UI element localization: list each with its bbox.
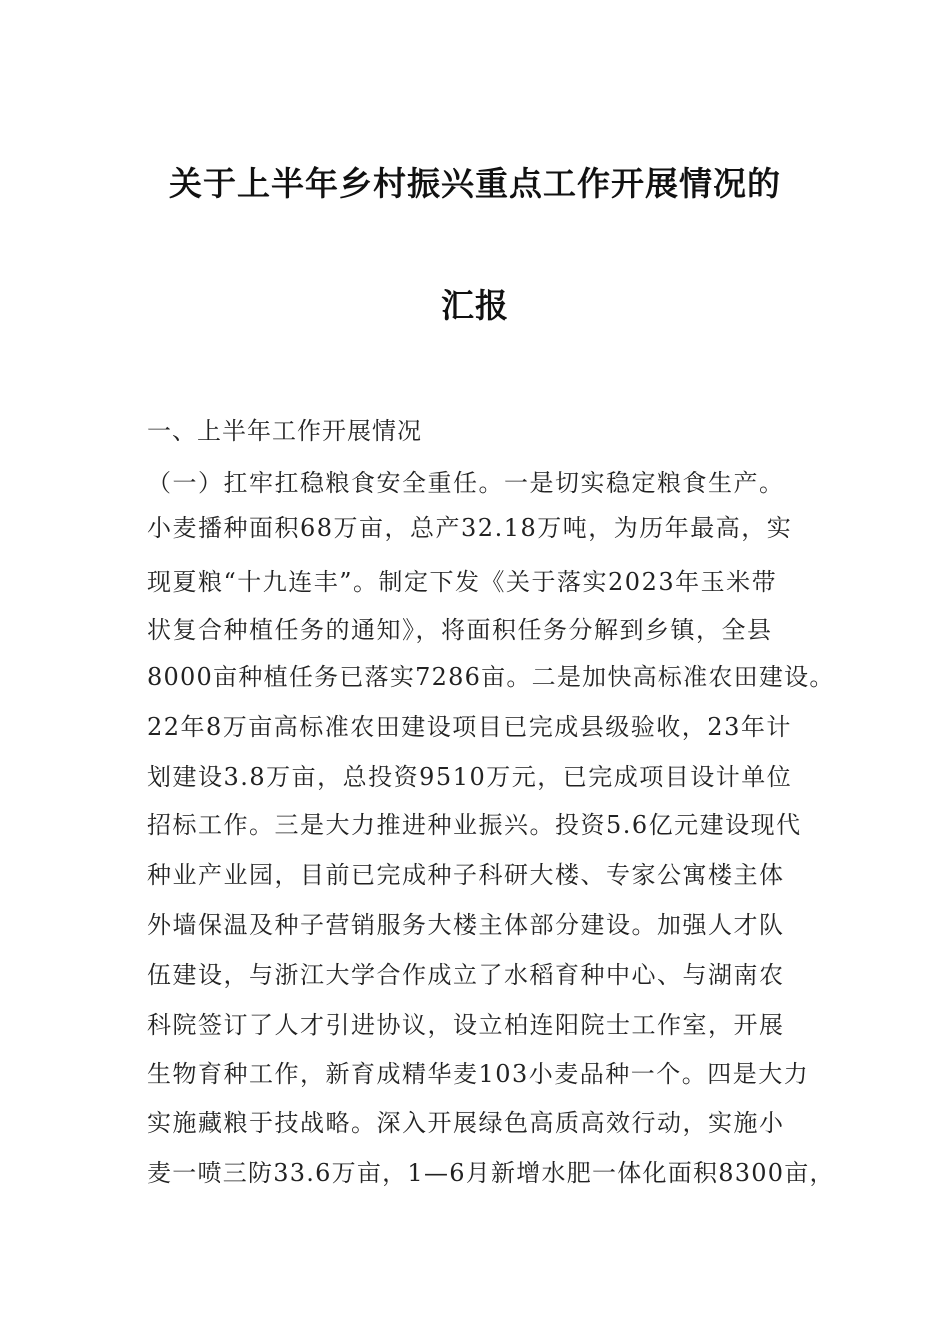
body-line: 22年8万亩高标准农田建设项目已完成县级验收，23年计 (147, 713, 792, 741)
section-heading: 一、上半年工作开展情况 (147, 417, 422, 445)
body-line: 状复合种植任务的通知》，将面积任务分解到乡镇，全县 (147, 616, 773, 644)
body-line: 种业产业园，目前已完成种子科研大楼、专家公寓楼主体 (147, 861, 785, 889)
body-line: 麦一喷三防33.6万亩，1—6月新增水肥一体化面积8300亩， (147, 1159, 835, 1187)
body-line: 外墙保温及种子营销服务大楼主体部分建设。加强人才队 (147, 911, 785, 939)
body-line: 现夏粮“十九连丰”。制定下发《关于落实2023年玉米带 (147, 568, 778, 596)
body-line: 科院签订了人才引进协议，设立柏连阳院士工作室，开展 (147, 1011, 785, 1039)
document-title-line-2: 汇报 (441, 286, 509, 325)
body-line: 小麦播种面积68万亩，总产32.18万吨，为历年最高，实 (147, 514, 793, 542)
body-line: 划建设3.8万亩，总投资9510万元，已完成项目设计单位 (147, 763, 793, 791)
document-title-line-1: 关于上半年乡村振兴重点工作开展情况的 (169, 164, 781, 203)
body-line: 生物育种工作，新育成精华麦103小麦品种一个。四是大力 (147, 1060, 810, 1088)
body-line: 招标工作。三是大力推进种业振兴。投资5.6亿元建设现代 (147, 811, 802, 839)
body-line: （一）扛牢扛稳粮食安全重任。一是切实稳定粮食生产。 (147, 469, 785, 497)
body-line: 伍建设，与浙江大学合作成立了水稻育种中心、与湖南农 (147, 961, 785, 989)
body-line: 8000亩种植任务已落实7286亩。二是加快高标准农田建设。 (147, 663, 835, 691)
body-line: 实施藏粮于技战略。深入开展绿色高质高效行动，实施小 (147, 1109, 785, 1137)
